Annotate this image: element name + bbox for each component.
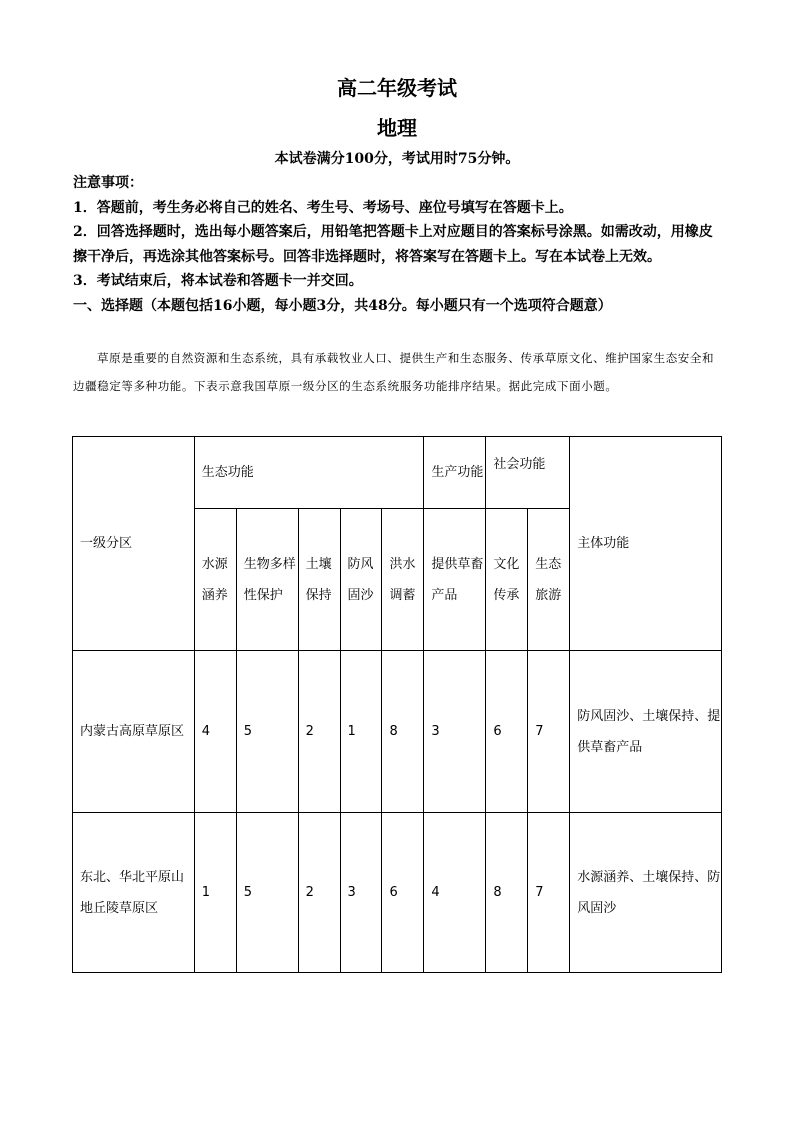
- row-value: 8: [486, 813, 528, 973]
- col-header: 提供草畜产品: [424, 509, 486, 651]
- row-value: 2: [298, 813, 340, 973]
- row-region: 东北、华北平原山地丘陵草原区: [73, 813, 195, 973]
- col-header: 生态旅游: [528, 509, 570, 651]
- row-value: 7: [528, 651, 570, 813]
- note-item-2: 2．回答选择题时，选出每小题答案后，用铅笔把答题卡上对应题目的答案标号涂黑。如需改动，用橡皮擦干净后，再选涂其他答案标号。回答非选择题时，将答案写在答题卡上。写在本试卷上无效。: [73, 224, 713, 265]
- question-intro: [73, 344, 723, 400]
- row-main: 防风固沙、土壤保持、提供草畜产品: [570, 651, 722, 813]
- col-header: 土壤保持: [298, 509, 340, 651]
- col-header: 洪水调蓄: [382, 509, 424, 651]
- table-row: [73, 813, 722, 973]
- header-region: 一级分区: [73, 437, 195, 651]
- row-value: 5: [236, 813, 298, 973]
- grassland-function-table: [72, 436, 722, 973]
- row-value: 6: [382, 813, 424, 973]
- col-header: 生物多样性保护: [236, 509, 298, 651]
- row-region: 内蒙古高原草原区: [73, 651, 195, 813]
- row-value: 7: [528, 813, 570, 973]
- row-main: 水源涵养、土壤保持、防风固沙: [570, 813, 722, 973]
- row-value: 3: [424, 651, 486, 813]
- intro-text: 草原是重要的自然资源和生态系统，具有承载牧业人口、提供生产和生态服务、传承草原文化、维护国家生态安全和边疆稳定等多种功能。下表示意我国草原一级分区的生态系统服务功能排序结果。据此完成下面小题。: [73, 351, 715, 393]
- notes-section: [73, 171, 723, 318]
- subject-title: 地理: [377, 116, 417, 140]
- col-header: 文化传承: [486, 509, 528, 651]
- row-value: 6: [486, 651, 528, 813]
- note-item-3: 3．考试结束后，将本试卷和答题卡一并交回。: [73, 273, 363, 289]
- row-value: 5: [236, 651, 298, 813]
- row-value: 8: [382, 651, 424, 813]
- row-value: 3: [340, 813, 382, 973]
- row-value: 2: [298, 651, 340, 813]
- row-value: 4: [194, 651, 236, 813]
- section-heading: 一、选择题（本题包括16小题，每小题3分，共48分。每小题只有一个选项符合题意）: [73, 297, 612, 314]
- table-row: [73, 651, 722, 813]
- note-item-1: 1．答题前，考生务必将自己的姓名、考生号、考场号、座位号填写在答题卡上。: [73, 199, 573, 216]
- row-value: 1: [340, 651, 382, 813]
- header-eco: 生态功能: [194, 437, 424, 509]
- header-social: 社会功能: [486, 437, 570, 509]
- header-prod: 生产功能: [424, 437, 486, 509]
- exam-title: 高二年级考试: [337, 76, 457, 100]
- row-value: 1: [194, 813, 236, 973]
- col-header: 防风固沙: [340, 509, 382, 651]
- score-line: 本试卷满分100分，考试用时75分钟。: [274, 151, 520, 167]
- col-header: 水源涵养: [194, 509, 236, 651]
- notes-heading: 注意事项：: [73, 175, 143, 191]
- row-value: 4: [424, 813, 486, 973]
- header-main: 主体功能: [570, 437, 722, 651]
